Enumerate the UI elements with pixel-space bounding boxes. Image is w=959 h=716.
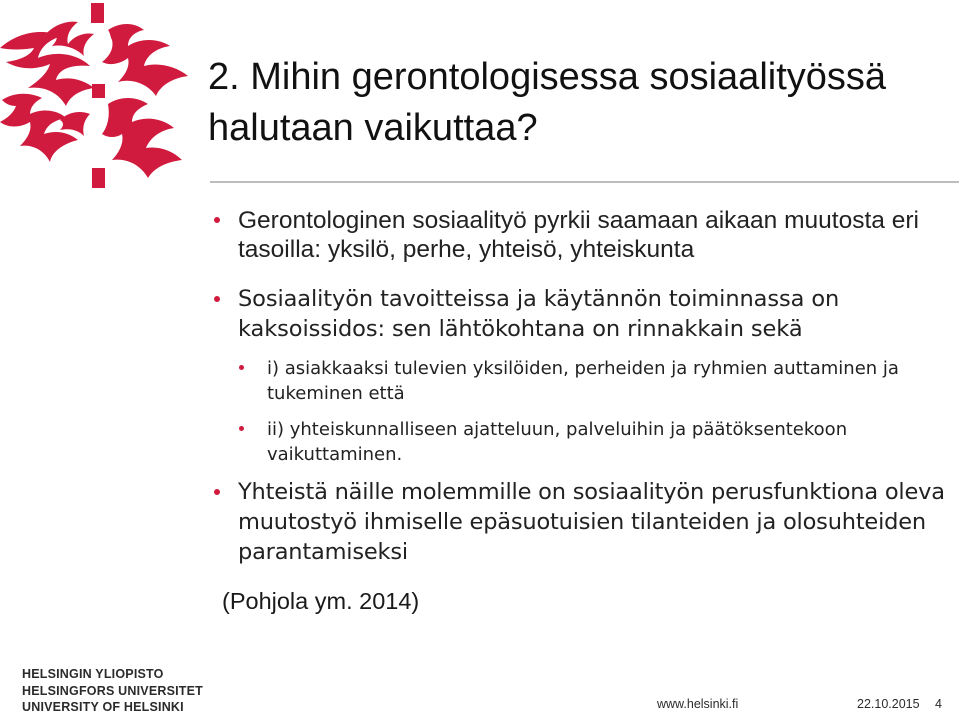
- university-name-en: UNIVERSITY OF HELSINKI: [22, 700, 184, 714]
- university-wordmark: [22, 666, 203, 716]
- title-divider: [210, 181, 959, 183]
- bullet-dot-icon: [214, 296, 220, 302]
- university-name-sv: HELSINGFORS UNIVERSITET: [22, 683, 204, 698]
- reference-citation: (Pohjola ym. 2014): [222, 588, 420, 614]
- bullet-dot-icon: [214, 217, 220, 223]
- bullet-dot-icon: [239, 426, 244, 431]
- page-number: 4: [935, 697, 942, 711]
- bullet-item: [214, 284, 954, 344]
- bullet-text: Gerontologinen sosiaalityö pyrkii saamaan aikaan muutosta eri tasoilla: yksilö, perhe, yhteisö, yhteiskunta: [238, 207, 919, 263]
- bullet-text: Sosiaalityön tavoitteissa ja käytännön toiminnassa on kaksoissidos: sen lähtökohtana on rinnakkain sekä: [238, 286, 840, 342]
- university-name-fi: HELSINGIN YLIOPISTO: [22, 667, 164, 681]
- bullet-text: Yhteistä näille molemmille on sosiaalityön perusfunktiona oleva muutostyö ihmiselle epäsuotuisien tilanteiden ja olosuhteiden parantamiseksi: [238, 479, 945, 565]
- slide-body: [214, 206, 954, 567]
- bullet-item: [214, 206, 954, 264]
- bullet-dot-icon: [214, 489, 220, 495]
- sub-bullet-item: [214, 356, 954, 406]
- helsinki-flame-logo-icon: [0, 0, 200, 190]
- sub-bullet-text: i) asiakkaaksi tulevien yksilöiden, perheiden ja ryhmien auttaminen ja tukeminen että: [267, 358, 899, 404]
- footer-url: www.helsinki.fi: [657, 697, 739, 711]
- footer-date: 22.10.2015: [857, 697, 920, 711]
- sub-bullet-item: [214, 417, 954, 467]
- bullet-item: [214, 477, 954, 567]
- bullet-dot-icon: [239, 365, 244, 370]
- sub-bullet-text: ii) yhteiskunnalliseen ajatteluun, palveluihin ja päätöksentekoon vaikuttaminen.: [267, 419, 848, 465]
- slide-title: 2. Mihin gerontologisessa sosiaalityössä halutaan vaikuttaa?: [208, 56, 887, 149]
